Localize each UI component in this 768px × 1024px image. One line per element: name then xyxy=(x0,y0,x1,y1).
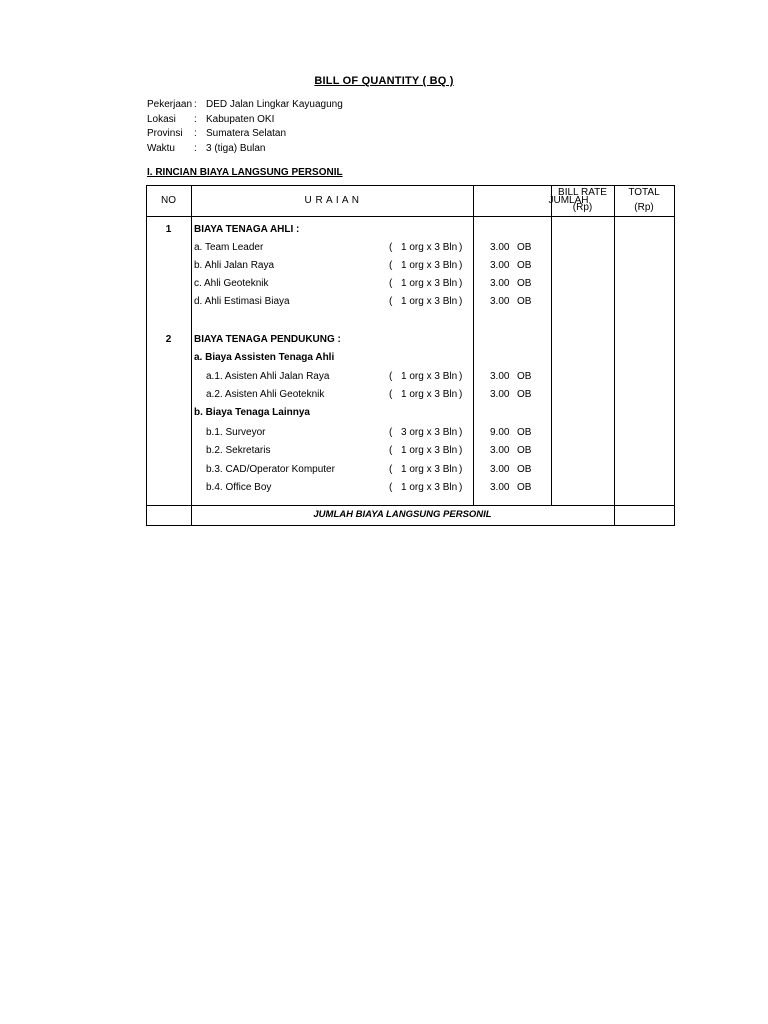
item-calc: 1 org x 3 Bln xyxy=(401,296,458,307)
group-title: BIAYA TENAGA AHLI : xyxy=(194,224,300,235)
document-title: BILL OF QUANTITY ( BQ ) xyxy=(314,75,454,87)
subgroup-title: a. Biaya Assisten Tenaga Ahli xyxy=(194,352,335,363)
item-paren-close: ) xyxy=(459,427,463,438)
item-calc: 1 org x 3 Bln xyxy=(401,445,458,456)
item-paren-close: ) xyxy=(459,389,463,400)
header-jumlah: JUMLAH xyxy=(548,195,589,206)
project-info-key: Lokasi xyxy=(147,113,176,125)
item-calc: 3 org x 3 Bln xyxy=(401,427,458,438)
item-qty: 3.00 xyxy=(490,260,510,271)
item-unit: OB xyxy=(517,427,532,438)
table-border-top xyxy=(146,185,675,186)
item-calc: 1 org x 3 Bln xyxy=(401,260,458,271)
header-uraian: U R A I A N xyxy=(304,195,360,206)
item-label: b. Ahli Jalan Raya xyxy=(194,260,275,271)
header-total-label: TOTAL xyxy=(628,187,660,198)
item-calc: 1 org x 3 Bln xyxy=(401,482,458,493)
item-paren-open: ( xyxy=(389,371,393,382)
project-info-value: Sumatera Selatan xyxy=(206,128,287,139)
item-unit: OB xyxy=(517,278,532,289)
table-border-col-no xyxy=(191,185,192,526)
item-unit: OB xyxy=(517,260,532,271)
table-border-col-jumlah xyxy=(551,185,552,505)
item-paren-close: ) xyxy=(459,464,463,475)
item-label: b.2. Sekretaris xyxy=(206,445,271,456)
item-paren-close: ) xyxy=(459,260,463,271)
header-total-unit: (Rp) xyxy=(634,202,654,213)
table-header-divider xyxy=(146,216,675,217)
project-info-row xyxy=(147,113,343,128)
item-label: b.4. Office Boy xyxy=(206,482,272,493)
project-info-colon: : xyxy=(194,99,197,110)
item-paren-open: ( xyxy=(389,389,393,400)
item-paren-open: ( xyxy=(389,296,393,307)
item-qty: 3.00 xyxy=(490,278,510,289)
project-info-value: DED Jalan Lingkar Kayuagung xyxy=(206,99,343,110)
item-qty: 9.00 xyxy=(490,427,510,438)
project-info-colon: : xyxy=(194,128,197,139)
table-border-right xyxy=(674,185,675,526)
group-number: 1 xyxy=(165,224,172,235)
item-paren-open: ( xyxy=(389,242,393,253)
item-calc: 1 org x 3 Bln xyxy=(401,278,458,289)
item-qty: 3.00 xyxy=(490,371,510,382)
item-paren-close: ) xyxy=(459,371,463,382)
item-label: a.1. Asisten Ahli Jalan Raya xyxy=(206,371,330,382)
item-calc: 1 org x 3 Bln xyxy=(401,464,458,475)
table-border-col-billrate xyxy=(614,185,615,526)
item-paren-open: ( xyxy=(389,278,393,289)
header-bill-rate-label: BILL RATE xyxy=(558,187,607,198)
item-unit: OB xyxy=(517,371,532,382)
bq-table xyxy=(146,185,675,526)
item-paren-close: ) xyxy=(459,278,463,289)
subgroup-title: b. Biaya Tenaga Lainnya xyxy=(194,407,310,418)
total-label: JUMLAH BIAYA LANGSUNG PERSONIL xyxy=(313,509,492,520)
project-info-row xyxy=(147,98,343,113)
item-qty: 3.00 xyxy=(490,389,510,400)
group-number: 2 xyxy=(165,334,172,345)
project-info-colon: : xyxy=(194,113,197,125)
item-label: c. Ahli Geoteknik xyxy=(194,278,269,289)
item-paren-open: ( xyxy=(389,482,393,493)
table-border-bottom xyxy=(146,525,675,526)
item-paren-close: ) xyxy=(459,445,463,456)
item-paren-close: ) xyxy=(459,296,463,307)
project-info-row xyxy=(147,127,343,142)
item-qty: 3.00 xyxy=(490,464,510,475)
item-unit: OB xyxy=(517,389,532,400)
item-label: a. Team Leader xyxy=(194,242,264,253)
project-info-colon: : xyxy=(194,142,197,154)
item-unit: OB xyxy=(517,482,532,493)
item-calc: 1 org x 3 Bln xyxy=(401,242,458,253)
item-label: b.3. CAD/Operator Komputer xyxy=(206,464,335,475)
header-no: NO xyxy=(161,195,176,206)
project-info-row xyxy=(147,142,343,157)
item-paren-open: ( xyxy=(389,464,393,475)
item-label: b.1. Surveyor xyxy=(206,427,266,438)
header-bill-rate-unit: (Rp) xyxy=(572,202,593,213)
item-label: d. Ahli Estimasi Biaya xyxy=(194,296,290,307)
project-info-key: Waktu xyxy=(147,142,175,154)
project-info-value: Kabupaten OKI xyxy=(206,113,275,125)
group-title: BIAYA TENAGA PENDUKUNG : xyxy=(194,334,341,345)
item-label: a.2. Asisten Ahli Geoteknik xyxy=(206,389,325,400)
item-qty: 3.00 xyxy=(490,296,510,307)
item-paren-open: ( xyxy=(389,260,393,271)
project-info-key: Pekerjaan xyxy=(147,99,193,110)
item-paren-close: ) xyxy=(459,482,463,493)
item-paren-close: ) xyxy=(459,242,463,253)
table-border-col-uraian xyxy=(473,185,474,505)
section-title: I. RINCIAN BIAYA LANGSUNG PERSONIL xyxy=(147,167,343,178)
item-qty: 3.00 xyxy=(490,242,510,253)
document-title-container xyxy=(147,71,621,89)
item-paren-open: ( xyxy=(389,427,393,438)
item-calc: 1 org x 3 Bln xyxy=(401,389,458,400)
project-info xyxy=(147,98,343,156)
item-calc: 1 org x 3 Bln xyxy=(401,371,458,382)
item-paren-open: ( xyxy=(389,445,393,456)
item-qty: 3.00 xyxy=(490,482,510,493)
table-border-left xyxy=(146,185,147,526)
project-info-value: 3 (tiga) Bulan xyxy=(206,142,266,154)
project-info-key: Provinsi xyxy=(147,128,183,139)
item-qty: 3.00 xyxy=(490,445,510,456)
item-unit: OB xyxy=(517,296,532,307)
item-unit: OB xyxy=(517,445,532,456)
item-unit: OB xyxy=(517,464,532,475)
table-footer-divider xyxy=(146,505,675,506)
item-unit: OB xyxy=(517,242,532,253)
